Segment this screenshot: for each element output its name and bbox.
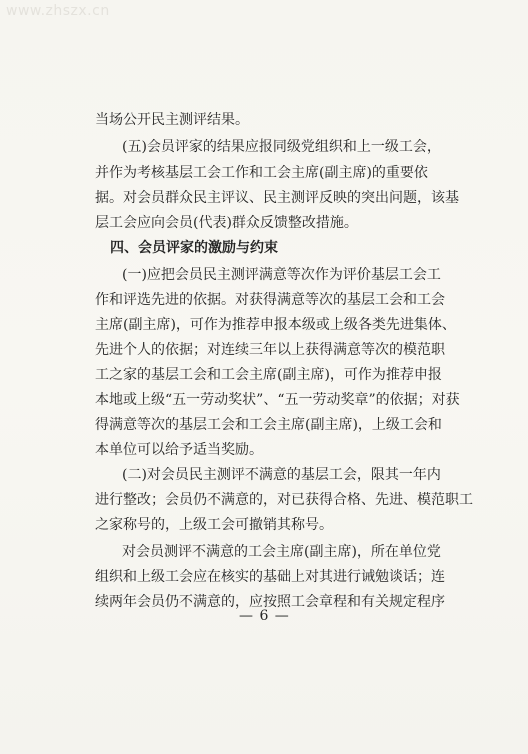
- text-line: 之家称号的，上级工会可撤销其称号。: [95, 517, 333, 533]
- text-line: (二)对会员民主测评不满意的基层工会，限其一年内: [122, 467, 441, 483]
- text-line: 组织和上级工会应在核实的基础上对其进行诫勉谈话；连: [95, 569, 445, 585]
- text-line: (五)会员评家的结果应报同级党组织和上一级工会，: [122, 139, 441, 155]
- text-line: 当场公开民主测评结果。: [95, 112, 249, 128]
- text-line: 本地或上级“五一劳动奖状”、“五一劳动奖章”的依据；对获: [95, 392, 460, 408]
- text-line: 主席(副主席)，可作为推荐申报本级或上级各类先进集体、: [95, 317, 456, 333]
- text-line: (一)应把会员民主测评满意等次作为评价基层工会工: [122, 267, 441, 283]
- text-line: 本单位可以给予适当奖励。: [95, 442, 263, 458]
- section-heading: 四、会员评家的激励与约束: [110, 240, 278, 256]
- page-number: — 6 —: [239, 608, 290, 624]
- text-line: 续两年会员仍不满意的，应按照工会章程和有关规定程序: [95, 594, 445, 610]
- text-line: 并作为考核基层工会工作和工会主席(副主席)的重要依: [95, 165, 428, 181]
- text-line: 得满意等次的基层工会和工会主席(副主席)，上级工会和: [95, 417, 442, 433]
- text-line: 作和评选先进的依据。对获得满意等次的基层工会和工会: [95, 292, 445, 308]
- watermark-text: www.zhszx.cn: [6, 3, 110, 19]
- text-line: 据。对会员群众民主评议、民主测评反映的突出问题，该基: [95, 190, 459, 206]
- text-line: 先进个人的依据；对连续三年以上获得满意等次的模范职: [95, 342, 445, 358]
- text-line: 层工会应向会员(代表)群众反馈整改措施。: [95, 215, 358, 231]
- text-line: 进行整改；会员仍不满意的，对已获得合格、先进、模范职工: [95, 492, 473, 508]
- text-line: 对会员测评不满意的工会主席(副主席)，所在单位党: [122, 544, 441, 560]
- text-line: 工之家的基层工会和工会主席(副主席)，可作为推荐申报: [95, 367, 442, 383]
